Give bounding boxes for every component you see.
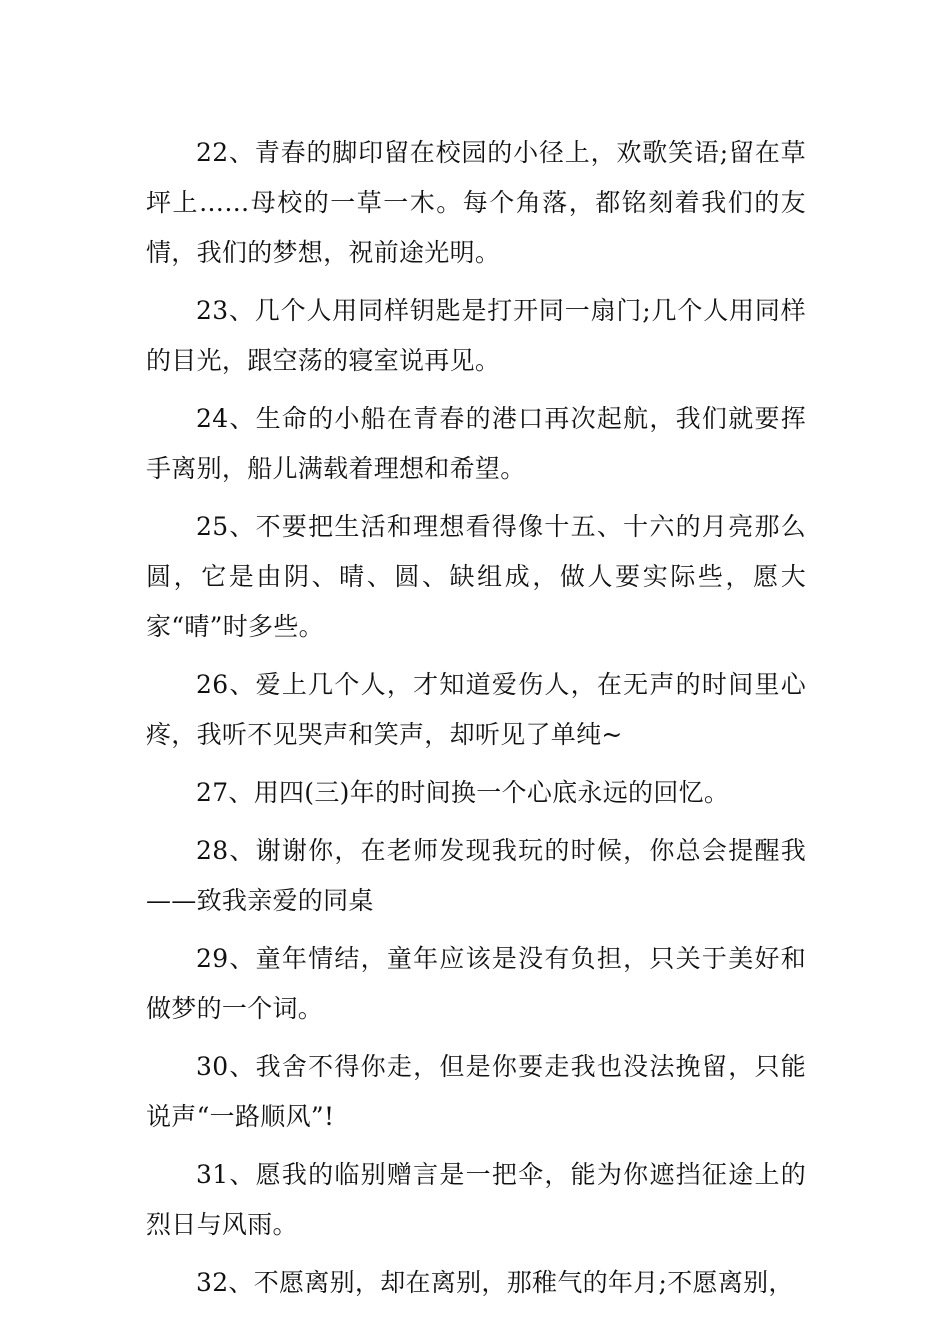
- paragraph-30: 30、我舍不得你走，但是你要走我也没法挽留，只能说声“一路顺风”!: [146, 1052, 806, 1131]
- paragraph-23: 23、几个人用同样钥匙是打开同一扇门;几个人用同样的目光，跟空荡的寝室说再见。: [146, 296, 806, 375]
- paragraph-24: 24、生命的小船在青春的港口再次起航，我们就要挥手离别，船儿满载着理想和希望。: [146, 404, 806, 483]
- paragraph-31: 31、愿我的临别赠言是一把伞，能为你遮挡征途上的烈日与风雨。: [146, 1160, 806, 1239]
- document-body: [146, 128, 806, 1316]
- paragraph-22: 22、青春的脚印留在校园的小径上，欢歌笑语;留在草坪上……母校的一草一木。每个角落，都铭刻着我们的友情，我们的梦想，祝前途光明。: [146, 138, 806, 267]
- paragraph-28: 28、谢谢你，在老师发现我玩的时候，你总会提醒我——致我亲爱的同桌: [146, 836, 806, 915]
- paragraph-26: 26、爱上几个人，才知道爱伤人，在无声的时间里心疼，我听不见哭声和笑声，却听见了单纯~: [146, 670, 806, 749]
- paragraph-27: 27、用四(三)年的时间换一个心底永远的回忆。: [196, 778, 730, 807]
- paragraph-25: 25、不要把生活和理想看得像十五、十六的月亮那么圆，它是由阴、晴、圆、缺组成，做人要实际些，愿大家“晴”时多些。: [146, 512, 806, 641]
- paragraph-29: 29、童年情结，童年应该是没有负担，只关于美好和做梦的一个词。: [146, 944, 806, 1023]
- paragraph-32: 32、不愿离别，却在离别，那稚气的年月;不愿离别，: [196, 1268, 794, 1297]
